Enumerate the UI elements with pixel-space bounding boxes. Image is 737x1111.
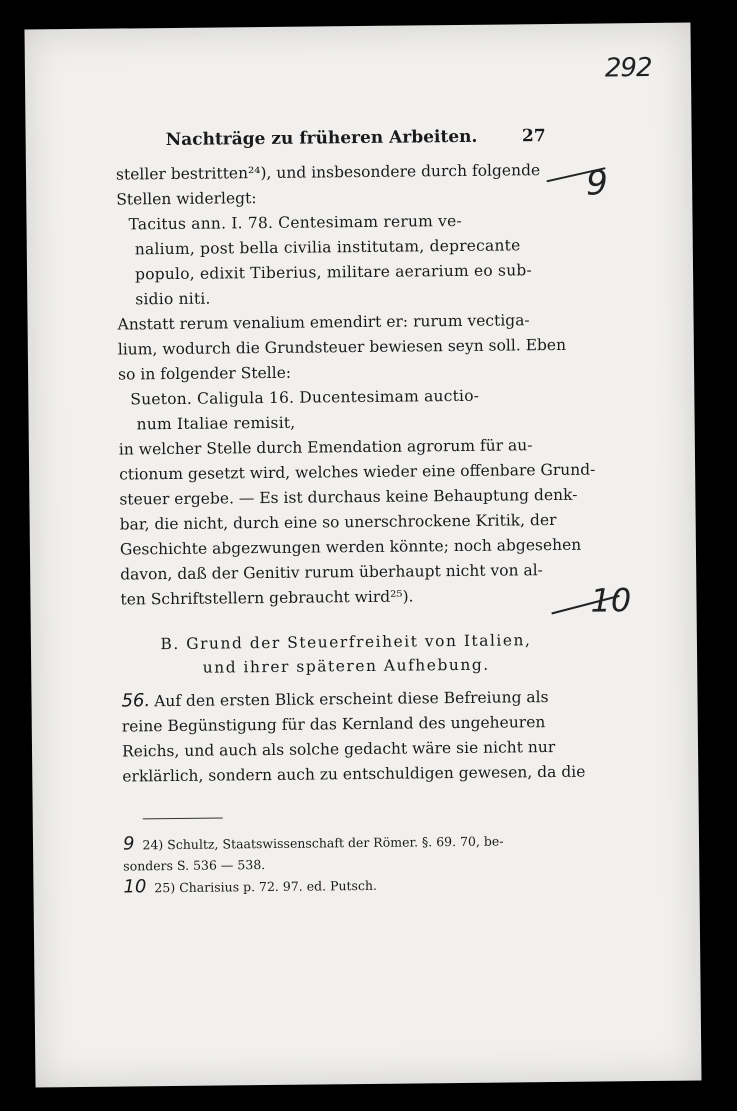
footnote-24: 9 24) Schultz, Staatswissenschaft der Römer. §. 69. 70, be-: [122, 833, 504, 855]
text-line: lium, wodurch die Grundsteuer bewiesen seyn soll. Eben: [117, 335, 567, 359]
text-line: Geschichte abgezwungen werden könnte; noch abgesehen: [119, 535, 582, 559]
handwritten-paragraph-number: 56.: [121, 690, 151, 712]
text-line: steller bestritten²⁴), und insbesondere durch folgende: [115, 161, 541, 184]
footnote-25: 10 25) Charisius p. 72. 97. ed. Putsch.: [123, 876, 378, 898]
header-title: Nachträge zu früheren Arbeiten.: [165, 126, 478, 151]
footnote-rule: [143, 817, 223, 819]
text-line: 56. Auf den ersten Blick erscheint diese Befreiung als: [121, 688, 549, 712]
quote-line: Sueton. Caligula 16. Ducentesimam auctio-: [130, 386, 480, 409]
section-heading-line: B. Grund der Steuerfreiheit von Italien,: [160, 631, 532, 654]
handwritten-margin-note-10: 10: [590, 581, 632, 620]
quote-line: populo, edixit Tiberius, militare aerarium eo sub-: [134, 261, 532, 284]
section-heading: [136, 628, 556, 680]
handwritten-footnote-number: 9: [122, 833, 135, 855]
text-line: Stellen widerlegt:: [116, 189, 257, 209]
quote-line: num Italiae remisit,: [136, 413, 296, 434]
quote-line: sidio niti.: [135, 289, 211, 309]
text-line: ctionum gesetzt wird, welches wieder eine offenbare Grund-: [119, 460, 596, 484]
quote-line: Tacitus ann. I. 78. Centesimam rerum ve-: [128, 211, 462, 234]
text-line: erklärlich, sondern auch zu entschuldigen gewesen, da die: [122, 762, 586, 786]
quote-line: nalium, post bella civilia institutam, deprecante: [134, 236, 521, 259]
text-line: Reichs, und auch als solche gedacht wäre sie nicht nur: [121, 737, 556, 761]
text-line: Anstatt rerum venalium emendirt er: rurum vectiga-: [117, 311, 530, 334]
text-line: in welcher Stelle durch Emendation agrorum für au-: [118, 436, 533, 459]
section-heading-line: und ihrer späteren Aufhebung.: [202, 655, 490, 677]
text-line: steuer ergebe. — Es ist durchaus keine Behauptung denk-: [119, 485, 578, 509]
text-line: reine Begünstigung für das Kernland des ungeheuren: [121, 713, 546, 736]
handwritten-footnote-number: 10: [123, 876, 147, 898]
footnote-24-cont: sonders S. 536 — 538.: [123, 857, 266, 874]
text-line: so in folgender Stelle:: [118, 363, 292, 384]
running-header: [166, 126, 546, 150]
text-line: davon, daß der Genitiv rurum überhaupt nicht von al-: [120, 561, 543, 584]
text-line: ten Schriftstellern gebraucht wird²⁵).: [120, 587, 414, 609]
footnotes: [123, 829, 564, 899]
text-line: bar, die nicht, durch eine so unerschrockene Kritik, der: [119, 510, 557, 534]
footnote-mark: 25): [154, 879, 176, 896]
scanned-page: [24, 23, 701, 1088]
footnote-mark: 24): [142, 837, 164, 853]
text-block-bottom: [121, 684, 586, 789]
header-page-number: 27: [521, 126, 546, 147]
handwritten-page-number: 292: [604, 52, 652, 84]
handwritten-margin-note-9: 9: [585, 163, 608, 204]
text-block-top: [115, 158, 596, 612]
